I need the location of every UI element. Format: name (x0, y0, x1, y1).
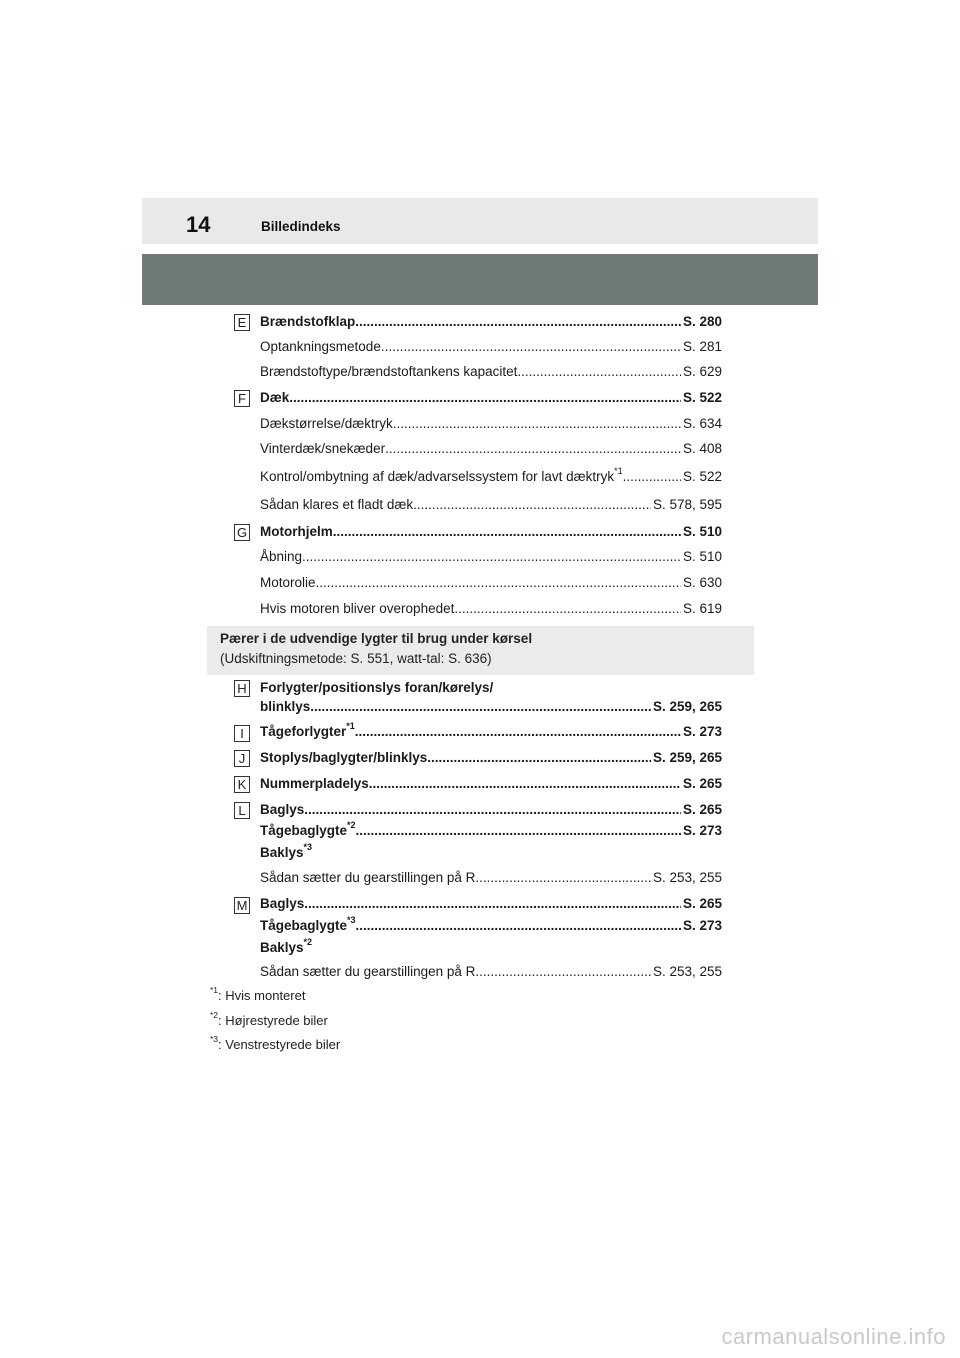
page-ref[interactable]: S. 273 (682, 918, 722, 933)
page-ref[interactable]: S. 522 (682, 469, 722, 484)
page-ref[interactable]: S. 265 (682, 802, 722, 817)
footnote-3: $^{*3}$: Venstrestyrede biler (210, 1033, 341, 1052)
footnote-mark: *3 (303, 841, 313, 852)
index-entry-motorolie[interactable]: Motorolie ..... S. 630 (260, 575, 722, 595)
page-ref[interactable]: S. 619 (682, 601, 722, 616)
info-box-subtitle: (Udskiftningsmetode: S. 551, watt-tal: S. 636) (220, 651, 492, 666)
index-entry-fladt-daek[interactable]: Sådan klares et fladt dæk ..... S. 578, 595 (260, 497, 722, 517)
footnote-1: $^{*1}$: Hvis monteret (210, 984, 306, 1003)
index-entry-stoplys[interactable]: Stoplys/baglygter/blinklys ..... S. 259, 265 (260, 750, 722, 770)
info-box-title: Pærer i de udvendige lygter til brug under kørsel (220, 631, 533, 646)
page-ref[interactable]: S. 259, 265 (652, 699, 722, 714)
page-ref[interactable]: S. 273 (682, 724, 722, 739)
page-ref[interactable]: S. 280 (682, 314, 722, 329)
page-ref[interactable]: S. 634 (682, 416, 722, 431)
section-title: Billedindeks (261, 219, 341, 234)
label-h: H (234, 680, 250, 697)
footnote-mark: *2 (347, 819, 356, 830)
index-entry-overophedet[interactable]: Hvis motoren bliver overophedet ..... S. 619 (260, 601, 722, 621)
index-entry-forlygter[interactable]: blinklys ..... S. 259, 265 (260, 699, 722, 719)
index-entry-braendstoftype[interactable]: Brændstoftype/brændstoftankens kapacitet ..... S. 629 (260, 364, 722, 384)
index-entry-daekstorrelse[interactable]: Dækstørrelse/dæktryk ..... S. 634 (260, 416, 722, 436)
page-number: 14 (186, 212, 211, 237)
page-ref[interactable]: S. 259, 265 (652, 750, 722, 765)
index-entry-forlygter-line1[interactable]: Forlygter/positionslys foran/kørelys/ (260, 680, 494, 695)
index-entry-tagebaglygte-l[interactable]: Tågebaglygte$^{*2}$ ..... S. 273 (260, 823, 722, 843)
header-bar (142, 198, 818, 244)
label-j: J (234, 750, 250, 767)
label-f: F (234, 390, 250, 407)
index-entry-motorhjelm[interactable]: Motorhjelm ..... S. 510 (260, 524, 722, 544)
page-ref[interactable]: S. 510 (682, 549, 722, 564)
page-ref[interactable]: S. 578, 595 (652, 497, 722, 512)
index-entry-nummerpladelys[interactable]: Nummerpladelys ..... S. 265 (260, 776, 722, 796)
header-band (142, 254, 818, 305)
label-k: K (234, 776, 250, 793)
index-entry-gear-m[interactable]: Sådan sætter du gearstillingen på R ..... S. 253, 255 (260, 964, 722, 984)
index-entry-tageforlygter[interactable]: Tågeforlygter$^{*1}$ ..... S. 273 (260, 724, 722, 744)
index-entry-tagebaglygte-m[interactable]: Tågebaglygte$^{*3}$ ..... S. 273 (260, 918, 722, 938)
page-ref[interactable]: S. 265 (682, 776, 722, 791)
footnote-mark: *1 (346, 720, 355, 731)
footnote-mark: *3 (347, 914, 356, 925)
watermark: carmanualsonline.info (721, 1324, 946, 1349)
page-ref[interactable]: S. 281 (682, 339, 722, 354)
index-entry-baklys-m[interactable]: Baklys$^{*2}$ (260, 936, 313, 955)
page-ref[interactable]: S. 630 (682, 575, 722, 590)
index-entry-braendstofklap[interactable]: Brændstofklap ..... S. 280 (260, 314, 722, 334)
footnote-mark: *2 (303, 936, 313, 947)
page-ref[interactable]: S. 253, 255 (652, 870, 722, 885)
index-entry-kontrol-ombytning[interactable]: Kontrol/ombytning af dæk/advarselssystem for lavt dæktryk$^{*1}$ ..... S. 522 (260, 469, 722, 489)
page-ref[interactable]: S. 522 (682, 390, 722, 405)
label-m: M (234, 897, 250, 914)
page-ref[interactable]: S. 629 (682, 364, 722, 379)
page-ref[interactable]: S. 265 (682, 896, 722, 911)
label-g: G (234, 524, 250, 541)
label-l: L (234, 802, 250, 819)
page-ref[interactable]: S. 253, 255 (652, 964, 722, 979)
label-i: I (234, 725, 250, 742)
footnote-2: $^{*2}$: Højrestyrede biler (210, 1009, 328, 1028)
page-ref[interactable]: S. 273 (682, 823, 722, 838)
index-entry-baglys-l[interactable]: Baglys ..... S. 265 (260, 802, 722, 822)
page-ref[interactable]: S. 408 (682, 441, 722, 456)
footnote-mark: *1 (614, 465, 623, 476)
index-entry-gear-l[interactable]: Sådan sætter du gearstillingen på R ..... S. 253, 255 (260, 870, 722, 890)
index-entry-vinterdaek[interactable]: Vinterdæk/snekæder ..... S. 408 (260, 441, 722, 461)
page-ref[interactable]: S. 510 (682, 524, 722, 539)
index-entry-baglys-m[interactable]: Baglys ..... S. 265 (260, 896, 722, 916)
label-e: E (234, 314, 250, 331)
index-entry-abning[interactable]: Åbning ..... S. 510 (260, 549, 722, 569)
index-entry-baklys-l[interactable]: Baklys$^{*3}$ (260, 841, 313, 860)
index-entry-daek[interactable]: Dæk ..... S. 522 (260, 390, 722, 410)
index-entry-optankningsmetode[interactable]: Optankningsmetode ..... S. 281 (260, 339, 722, 359)
